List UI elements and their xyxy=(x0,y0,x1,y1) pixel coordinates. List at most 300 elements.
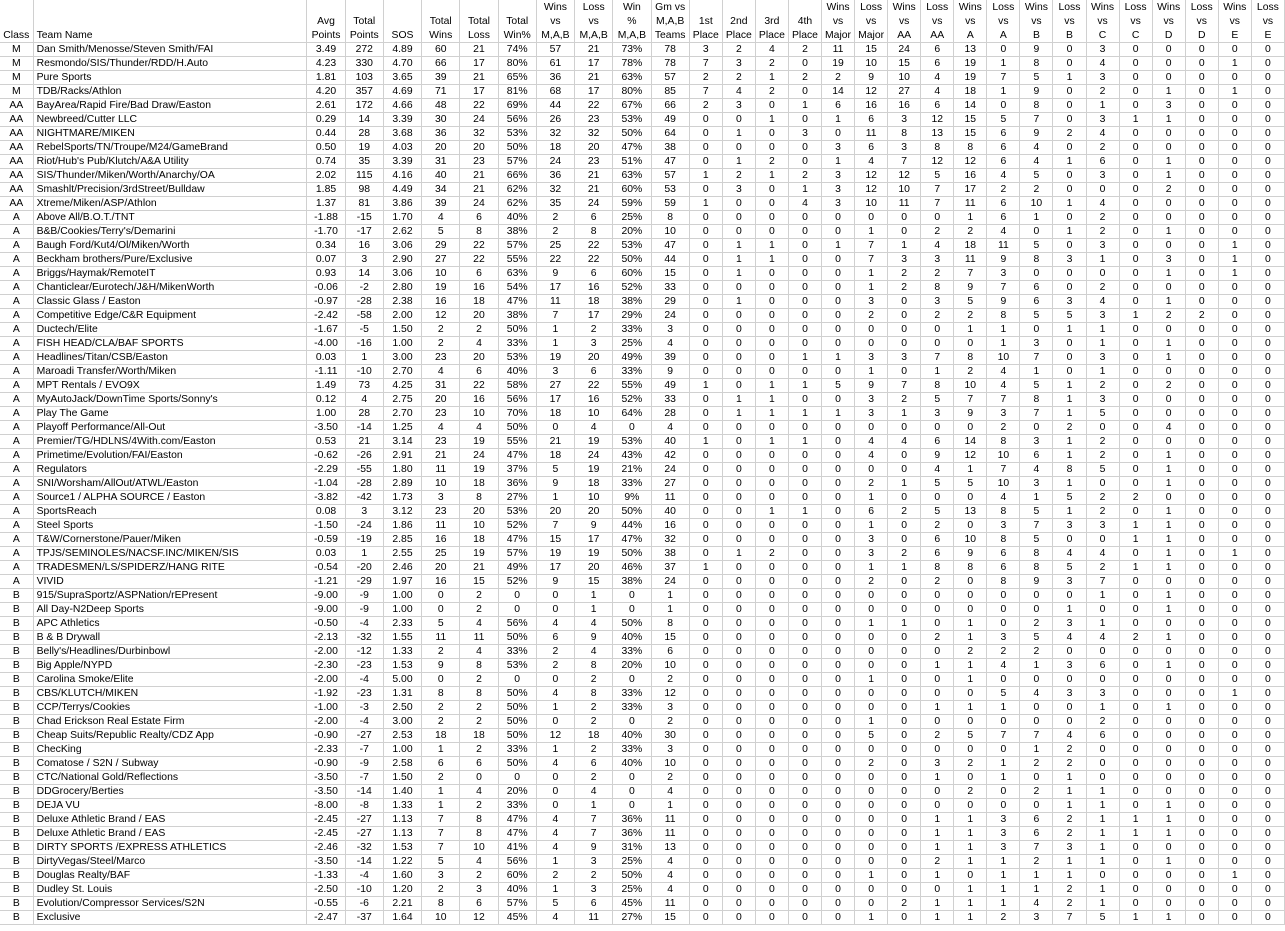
table-cell-avg-points: 1.81 xyxy=(307,71,345,85)
table-cell-class: B xyxy=(0,701,33,715)
table-cell-wins-vs-d: 0 xyxy=(1152,757,1185,771)
table-cell-gm-vs-mab: 16 xyxy=(651,519,689,533)
table-cell-third-place: 0 xyxy=(755,673,788,687)
table-cell-total-loss: 2 xyxy=(460,743,498,757)
table-cell-loss-vs-major: 0 xyxy=(855,785,888,799)
table-cell-class: B xyxy=(0,757,33,771)
table-cell-class: B xyxy=(0,743,33,757)
table-cell-second-place: 0 xyxy=(722,659,755,673)
table-cell-wins-vs-b: 5 xyxy=(1020,533,1053,547)
table-cell-loss-vs-mab: 19 xyxy=(575,547,613,561)
table-cell-loss-vs-e: 0 xyxy=(1251,841,1284,855)
table-cell-loss-vs-c: 0 xyxy=(1119,799,1152,813)
table-cell-third-place: 0 xyxy=(755,883,788,897)
table-cell-wins-vs-major: 0 xyxy=(822,757,855,771)
table-cell-class: A xyxy=(0,267,33,281)
table-cell-second-place: 0 xyxy=(722,715,755,729)
table-cell-total-win-pct: 63% xyxy=(498,267,536,281)
table-cell-wins-vs-c: 0 xyxy=(1086,603,1119,617)
table-cell-loss-vs-major: 1 xyxy=(855,365,888,379)
table-cell-third-place: 0 xyxy=(755,645,788,659)
table-cell-wins-vs-mab: 0 xyxy=(536,589,574,603)
column-header-wins-vs-b: vs xyxy=(1020,14,1053,28)
table-cell-class: A xyxy=(0,211,33,225)
table-cell-total-loss: 12 xyxy=(460,911,498,925)
table-cell-wins-vs-d: 0 xyxy=(1152,771,1185,785)
table-cell-loss-vs-mab: 4 xyxy=(575,421,613,435)
table-cell-loss-vs-a: 1 xyxy=(987,771,1020,785)
table-cell-total-points: 4 xyxy=(345,393,383,407)
table-cell-wins-vs-b: 5 xyxy=(1020,169,1053,183)
table-cell-total-win-pct: 55% xyxy=(498,435,536,449)
table-cell-wins-vs-mab: 20 xyxy=(536,505,574,519)
table-cell-avg-points: -8.00 xyxy=(307,799,345,813)
table-cell-team: RebelSports/TN/Troupe/M24/GameBrand xyxy=(33,141,307,155)
table-cell-wins-vs-d: 1 xyxy=(1152,505,1185,519)
table-cell-third-place: 0 xyxy=(755,519,788,533)
table-cell-third-place: 1 xyxy=(755,407,788,421)
table-cell-third-place: 0 xyxy=(755,295,788,309)
table-cell-total-loss: 15 xyxy=(460,575,498,589)
table-cell-sos: 3.39 xyxy=(383,155,421,169)
table-cell-loss-vs-b: 0 xyxy=(1053,99,1086,113)
table-cell-loss-vs-d: 0 xyxy=(1185,211,1218,225)
column-header-wins-vs-d: vs xyxy=(1152,14,1185,28)
table-cell-wins-vs-a: 7 xyxy=(954,393,987,407)
table-cell-loss-vs-b: 0 xyxy=(1053,281,1086,295)
table-cell-wins-vs-c: 0 xyxy=(1086,533,1119,547)
table-cell-total-win-pct: 54% xyxy=(498,281,536,295)
table-cell-wins-vs-aa: 0 xyxy=(888,365,921,379)
table-cell-loss-vs-major: 3 xyxy=(855,407,888,421)
table-cell-first-place: 0 xyxy=(689,337,722,351)
table-cell-sos: 4.16 xyxy=(383,169,421,183)
table-cell-wins-vs-mab: 0 xyxy=(536,673,574,687)
table-cell-wins-vs-a: 8 xyxy=(954,351,987,365)
table-cell-loss-vs-major: 12 xyxy=(855,183,888,197)
table-cell-wins-vs-major: 0 xyxy=(822,911,855,925)
table-cell-sos: 3.06 xyxy=(383,267,421,281)
table-cell-wins-vs-b: 8 xyxy=(1020,393,1053,407)
table-cell-loss-vs-e: 0 xyxy=(1251,309,1284,323)
table-cell-wins-vs-aa: 0 xyxy=(888,323,921,337)
table-cell-loss-vs-major: 2 xyxy=(855,477,888,491)
table-cell-loss-vs-a: 1 xyxy=(987,897,1020,911)
table-cell-total-wins: 0 xyxy=(422,603,460,617)
table-cell-third-place: 0 xyxy=(755,323,788,337)
table-cell-team: Briggs/Haymak/RemoteIT xyxy=(33,267,307,281)
table-cell-team: DIRTY SPORTS /EXPRESS ATHLETICS xyxy=(33,841,307,855)
table-cell-loss-vs-d: 0 xyxy=(1185,57,1218,71)
column-header-wins-vs-c: Wins xyxy=(1086,0,1119,14)
table-cell-first-place: 0 xyxy=(689,463,722,477)
table-cell-wins-vs-d: 0 xyxy=(1152,43,1185,57)
table-row xyxy=(0,477,1285,491)
table-cell-wins-vs-e: 0 xyxy=(1218,603,1251,617)
table-row xyxy=(0,757,1285,771)
table-cell-loss-vs-a: 6 xyxy=(987,547,1020,561)
table-cell-gm-vs-mab: 24 xyxy=(651,463,689,477)
table-cell-wins-vs-mab: 17 xyxy=(536,393,574,407)
table-cell-loss-vs-d: 0 xyxy=(1185,897,1218,911)
table-cell-third-place: 1 xyxy=(755,393,788,407)
table-cell-loss-vs-b: 0 xyxy=(1053,337,1086,351)
table-cell-loss-vs-a: 6 xyxy=(987,127,1020,141)
table-cell-win-pct-mab: 80% xyxy=(613,85,651,99)
column-header-loss-vs-e: E xyxy=(1251,28,1284,43)
table-cell-loss-vs-a: 3 xyxy=(987,519,1020,533)
table-cell-wins-vs-c: 6 xyxy=(1086,155,1119,169)
table-cell-avg-points: -3.50 xyxy=(307,421,345,435)
table-cell-fourth-place: 0 xyxy=(788,421,821,435)
table-cell-wins-vs-c: 1 xyxy=(1086,337,1119,351)
table-cell-wins-vs-c: 1 xyxy=(1086,323,1119,337)
table-cell-second-place: 0 xyxy=(722,785,755,799)
table-cell-total-win-pct: 56% xyxy=(498,113,536,127)
table-cell-wins-vs-d: 1 xyxy=(1152,701,1185,715)
table-cell-total-win-pct: 27% xyxy=(498,491,536,505)
table-cell-loss-vs-mab: 2 xyxy=(575,701,613,715)
table-cell-wins-vs-c: 4 xyxy=(1086,197,1119,211)
table-cell-loss-vs-e: 0 xyxy=(1251,505,1284,519)
table-cell-total-win-pct: 40% xyxy=(498,883,536,897)
table-cell-loss-vs-e: 0 xyxy=(1251,365,1284,379)
table-cell-fourth-place: 0 xyxy=(788,799,821,813)
table-cell-total-win-pct: 53% xyxy=(498,659,536,673)
table-cell-third-place: 0 xyxy=(755,869,788,883)
table-cell-gm-vs-mab: 59 xyxy=(651,197,689,211)
table-cell-avg-points: -0.55 xyxy=(307,897,345,911)
table-cell-wins-vs-b: 5 xyxy=(1020,631,1053,645)
table-cell-loss-vs-major: 1 xyxy=(855,617,888,631)
column-header-loss-vs-d: vs xyxy=(1185,14,1218,28)
table-cell-team: Deluxe Athletic Brand / EAS xyxy=(33,813,307,827)
table-cell-wins-vs-b: 5 xyxy=(1020,309,1053,323)
table-cell-total-wins: 10 xyxy=(422,911,460,925)
table-cell-avg-points: -0.90 xyxy=(307,757,345,771)
table-cell-wins-vs-b: 1 xyxy=(1020,869,1053,883)
table-cell-loss-vs-d: 0 xyxy=(1185,477,1218,491)
table-cell-wins-vs-major: 1 xyxy=(822,155,855,169)
table-cell-wins-vs-aa: 3 xyxy=(888,253,921,267)
table-cell-first-place: 1 xyxy=(689,561,722,575)
table-cell-avg-points: 1.00 xyxy=(307,407,345,421)
table-cell-loss-vs-c: 0 xyxy=(1119,211,1152,225)
table-cell-fourth-place: 0 xyxy=(788,211,821,225)
table-cell-win-pct-mab: 67% xyxy=(613,99,651,113)
table-cell-total-points: -12 xyxy=(345,645,383,659)
table-cell-wins-vs-e: 0 xyxy=(1218,883,1251,897)
table-cell-total-wins: 4 xyxy=(422,211,460,225)
table-cell-total-win-pct: 38% xyxy=(498,225,536,239)
table-cell-wins-vs-aa: 12 xyxy=(888,169,921,183)
table-cell-loss-vs-major: 0 xyxy=(855,771,888,785)
table-cell-loss-vs-a: 0 xyxy=(987,617,1020,631)
table-cell-win-pct-mab: 29% xyxy=(613,309,651,323)
column-header-loss-vs-mab: vs xyxy=(575,14,613,28)
table-cell-wins-vs-mab: 61 xyxy=(536,57,574,71)
table-cell-total-points: 73 xyxy=(345,379,383,393)
table-cell-loss-vs-major: 3 xyxy=(855,533,888,547)
table-cell-wins-vs-major: 0 xyxy=(822,365,855,379)
table-cell-gm-vs-mab: 57 xyxy=(651,169,689,183)
table-row xyxy=(0,211,1285,225)
table-cell-loss-vs-c: 0 xyxy=(1119,757,1152,771)
table-cell-loss-vs-major: 0 xyxy=(855,827,888,841)
table-cell-win-pct-mab: 60% xyxy=(613,183,651,197)
table-cell-loss-vs-aa: 3 xyxy=(921,407,954,421)
table-cell-loss-vs-a: 8 xyxy=(987,309,1020,323)
table-cell-wins-vs-b: 2 xyxy=(1020,183,1053,197)
table-cell-gm-vs-mab: 49 xyxy=(651,379,689,393)
table-cell-total-wins: 2 xyxy=(422,323,460,337)
table-cell-total-wins: 2 xyxy=(422,337,460,351)
table-cell-wins-vs-d: 1 xyxy=(1152,855,1185,869)
table-cell-win-pct-mab: 40% xyxy=(613,729,651,743)
table-cell-loss-vs-c: 0 xyxy=(1119,43,1152,57)
table-cell-loss-vs-aa: 7 xyxy=(921,183,954,197)
table-cell-wins-vs-b: 7 xyxy=(1020,407,1053,421)
table-cell-win-pct-mab: 0 xyxy=(613,799,651,813)
table-cell-wins-vs-d: 1 xyxy=(1152,267,1185,281)
table-cell-loss-vs-a: 0 xyxy=(987,673,1020,687)
table-cell-third-place: 2 xyxy=(755,547,788,561)
table-cell-wins-vs-e: 0 xyxy=(1218,701,1251,715)
column-header-wins-vs-mab: Wins xyxy=(536,0,574,14)
table-cell-loss-vs-b: 0 xyxy=(1053,43,1086,57)
table-cell-third-place: 0 xyxy=(755,337,788,351)
column-header-third-place: Place xyxy=(755,28,788,43)
table-cell-class: AA xyxy=(0,183,33,197)
table-cell-loss-vs-a: 8 xyxy=(987,575,1020,589)
table-cell-first-place: 0 xyxy=(689,799,722,813)
table-cell-wins-vs-a: 17 xyxy=(954,183,987,197)
table-cell-total-loss: 6 xyxy=(460,365,498,379)
table-cell-total-points: 16 xyxy=(345,239,383,253)
table-cell-second-place: 0 xyxy=(722,197,755,211)
table-cell-win-pct-mab: 52% xyxy=(613,281,651,295)
table-cell-total-loss: 32 xyxy=(460,127,498,141)
table-cell-sos: 2.70 xyxy=(383,365,421,379)
table-cell-wins-vs-major: 0 xyxy=(822,715,855,729)
table-cell-loss-vs-mab: 17 xyxy=(575,85,613,99)
table-cell-avg-points: 0.07 xyxy=(307,253,345,267)
table-cell-total-loss: 19 xyxy=(460,547,498,561)
table-cell-total-loss: 20 xyxy=(460,309,498,323)
table-cell-gm-vs-mab: 12 xyxy=(651,687,689,701)
table-cell-wins-vs-major: 0 xyxy=(822,743,855,757)
table-cell-first-place: 0 xyxy=(689,267,722,281)
table-cell-wins-vs-a: 1 xyxy=(954,827,987,841)
table-cell-wins-vs-c: 1 xyxy=(1086,365,1119,379)
table-cell-wins-vs-a: 9 xyxy=(954,281,987,295)
table-cell-loss-vs-d: 0 xyxy=(1185,281,1218,295)
table-cell-total-points: 330 xyxy=(345,57,383,71)
table-cell-team: Comatose / S2N / Subway xyxy=(33,757,307,771)
table-cell-loss-vs-c: 0 xyxy=(1119,743,1152,757)
table-cell-wins-vs-aa: 10 xyxy=(888,183,921,197)
table-cell-loss-vs-mab: 6 xyxy=(575,897,613,911)
table-cell-wins-vs-b: 1 xyxy=(1020,883,1053,897)
table-cell-wins-vs-mab: 2 xyxy=(536,225,574,239)
table-cell-gm-vs-mab: 1 xyxy=(651,589,689,603)
table-cell-second-place: 3 xyxy=(722,183,755,197)
table-cell-fourth-place: 1 xyxy=(788,505,821,519)
table-cell-total-wins: 10 xyxy=(422,477,460,491)
column-header-wins-vs-b: Wins xyxy=(1020,0,1053,14)
table-cell-sos: 1.73 xyxy=(383,491,421,505)
table-cell-wins-vs-major: 0 xyxy=(822,505,855,519)
column-header-sos xyxy=(383,14,421,28)
table-cell-gm-vs-mab: 11 xyxy=(651,897,689,911)
table-cell-team: ChecKing xyxy=(33,743,307,757)
table-cell-loss-vs-major: 0 xyxy=(855,659,888,673)
table-cell-loss-vs-d: 0 xyxy=(1185,141,1218,155)
table-cell-loss-vs-d: 0 xyxy=(1185,225,1218,239)
table-cell-loss-vs-b: 0 xyxy=(1053,589,1086,603)
table-cell-wins-vs-major: 6 xyxy=(822,99,855,113)
table-cell-loss-vs-e: 0 xyxy=(1251,421,1284,435)
table-cell-loss-vs-e: 0 xyxy=(1251,771,1284,785)
table-cell-loss-vs-b: 0 xyxy=(1053,183,1086,197)
table-cell-gm-vs-mab: 57 xyxy=(651,71,689,85)
table-cell-wins-vs-mab: 0 xyxy=(536,799,574,813)
table-cell-wins-vs-a: 5 xyxy=(954,295,987,309)
table-cell-third-place: 0 xyxy=(755,477,788,491)
table-cell-loss-vs-c: 0 xyxy=(1119,505,1152,519)
table-cell-wins-vs-major: 0 xyxy=(822,701,855,715)
table-cell-total-wins: 30 xyxy=(422,113,460,127)
table-cell-total-points: 28 xyxy=(345,407,383,421)
table-cell-fourth-place: 0 xyxy=(788,631,821,645)
table-cell-total-win-pct: 52% xyxy=(498,575,536,589)
table-cell-wins-vs-e: 0 xyxy=(1218,631,1251,645)
table-cell-fourth-place: 0 xyxy=(788,687,821,701)
table-cell-wins-vs-major: 0 xyxy=(822,477,855,491)
table-cell-gm-vs-mab: 47 xyxy=(651,155,689,169)
table-cell-wins-vs-mab: 24 xyxy=(536,155,574,169)
table-cell-loss-vs-e: 0 xyxy=(1251,631,1284,645)
table-cell-first-place: 0 xyxy=(689,589,722,603)
table-cell-class: A xyxy=(0,337,33,351)
table-cell-loss-vs-aa: 0 xyxy=(921,673,954,687)
table-cell-class: A xyxy=(0,309,33,323)
table-cell-wins-vs-aa: 2 xyxy=(888,505,921,519)
table-cell-second-place: 0 xyxy=(722,449,755,463)
table-cell-sos: 3.00 xyxy=(383,351,421,365)
table-cell-sos: 2.55 xyxy=(383,547,421,561)
table-cell-wins-vs-b: 7 xyxy=(1020,351,1053,365)
table-cell-second-place: 0 xyxy=(722,491,755,505)
table-cell-wins-vs-d: 1 xyxy=(1152,449,1185,463)
table-cell-total-win-pct: 33% xyxy=(498,645,536,659)
table-cell-wins-vs-b: 1 xyxy=(1020,743,1053,757)
table-cell-wins-vs-major: 0 xyxy=(822,127,855,141)
table-cell-total-loss: 17 xyxy=(460,85,498,99)
table-cell-loss-vs-a: 1 xyxy=(987,869,1020,883)
table-cell-wins-vs-d: 1 xyxy=(1152,351,1185,365)
table-row xyxy=(0,603,1285,617)
table-cell-total-wins: 23 xyxy=(422,435,460,449)
table-cell-avg-points: 0.29 xyxy=(307,113,345,127)
table-cell-class: B xyxy=(0,715,33,729)
table-cell-loss-vs-d: 0 xyxy=(1185,99,1218,113)
table-cell-sos: 1.55 xyxy=(383,631,421,645)
table-cell-loss-vs-a: 6 xyxy=(987,561,1020,575)
table-cell-loss-vs-major: 1 xyxy=(855,869,888,883)
table-cell-total-win-pct: 66% xyxy=(498,169,536,183)
table-cell-gm-vs-mab: 47 xyxy=(651,239,689,253)
table-cell-wins-vs-aa: 0 xyxy=(888,715,921,729)
table-cell-first-place: 2 xyxy=(689,99,722,113)
header-row xyxy=(0,14,1285,28)
table-cell-loss-vs-d: 0 xyxy=(1185,687,1218,701)
table-cell-class: A xyxy=(0,491,33,505)
table-cell-loss-vs-major: 4 xyxy=(855,435,888,449)
table-cell-loss-vs-d: 0 xyxy=(1185,729,1218,743)
table-cell-loss-vs-aa: 12 xyxy=(921,155,954,169)
table-cell-loss-vs-d: 0 xyxy=(1185,603,1218,617)
table-cell-avg-points: -1.67 xyxy=(307,323,345,337)
table-cell-second-place: 0 xyxy=(722,435,755,449)
table-cell-loss-vs-c: 0 xyxy=(1119,379,1152,393)
table-cell-avg-points: 0.08 xyxy=(307,505,345,519)
table-cell-total-wins: 1 xyxy=(422,799,460,813)
table-cell-loss-vs-mab: 8 xyxy=(575,225,613,239)
table-cell-loss-vs-mab: 16 xyxy=(575,393,613,407)
table-cell-gm-vs-mab: 1 xyxy=(651,799,689,813)
table-cell-wins-vs-e: 0 xyxy=(1218,533,1251,547)
table-cell-loss-vs-e: 0 xyxy=(1251,869,1284,883)
table-cell-win-pct-mab: 21% xyxy=(613,463,651,477)
table-cell-class: A xyxy=(0,547,33,561)
table-cell-sos: 1.31 xyxy=(383,687,421,701)
table-cell-loss-vs-c: 0 xyxy=(1119,855,1152,869)
table-cell-wins-vs-b: 4 xyxy=(1020,687,1053,701)
table-cell-wins-vs-aa: 2 xyxy=(888,267,921,281)
table-cell-wins-vs-d: 0 xyxy=(1152,715,1185,729)
table-cell-total-win-pct: 0 xyxy=(498,589,536,603)
column-header-loss-vs-mab: M,A,B xyxy=(575,28,613,43)
table-cell-loss-vs-major: 7 xyxy=(855,253,888,267)
table-cell-wins-vs-mab: 68 xyxy=(536,85,574,99)
table-cell-loss-vs-b: 3 xyxy=(1053,841,1086,855)
table-cell-avg-points: -1.88 xyxy=(307,211,345,225)
table-cell-third-place: 2 xyxy=(755,85,788,99)
table-cell-wins-vs-c: 1 xyxy=(1086,813,1119,827)
table-cell-win-pct-mab: 25% xyxy=(613,883,651,897)
table-cell-team: Douglas Realty/BAF xyxy=(33,869,307,883)
column-header-first-place: 1st xyxy=(689,14,722,28)
table-cell-total-win-pct: 56% xyxy=(498,855,536,869)
table-cell-first-place: 0 xyxy=(689,743,722,757)
table-cell-avg-points: 0.03 xyxy=(307,351,345,365)
table-cell-loss-vs-b: 0 xyxy=(1053,645,1086,659)
table-cell-wins-vs-b: 4 xyxy=(1020,463,1053,477)
table-cell-win-pct-mab: 59% xyxy=(613,197,651,211)
table-cell-second-place: 0 xyxy=(722,645,755,659)
table-cell-total-wins: 23 xyxy=(422,505,460,519)
table-cell-first-place: 7 xyxy=(689,85,722,99)
table-cell-total-loss: 18 xyxy=(460,477,498,491)
table-cell-wins-vs-d: 1 xyxy=(1152,589,1185,603)
table-cell-loss-vs-aa: 0 xyxy=(921,589,954,603)
table-cell-wins-vs-major: 0 xyxy=(822,575,855,589)
table-cell-total-win-pct: 20% xyxy=(498,785,536,799)
table-cell-team: NIGHTMARE/MIKEN xyxy=(33,127,307,141)
table-cell-second-place: 0 xyxy=(722,477,755,491)
table-cell-wins-vs-aa: 0 xyxy=(888,743,921,757)
